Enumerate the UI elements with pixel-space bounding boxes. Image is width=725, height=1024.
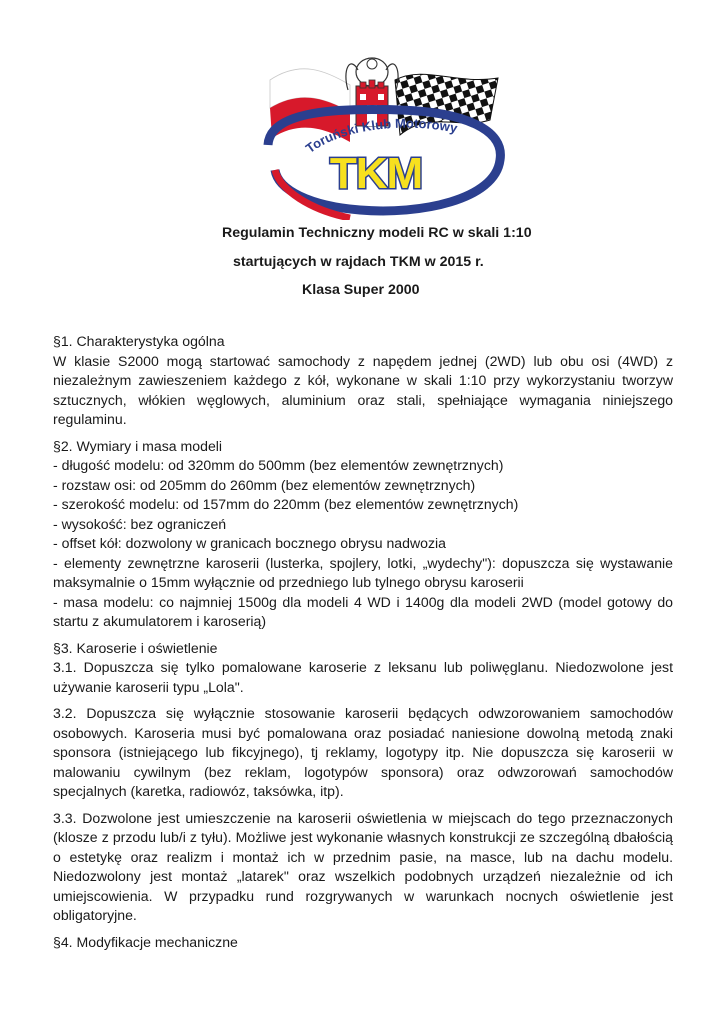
section-2-item: - szerokość modelu: od 157mm do 220mm (bez elementów zewnętrznych): [53, 496, 519, 512]
section-2-heading: §2. Wymiary i masa modeli: [53, 437, 223, 454]
section-3-3-text: 3.3. Dozwolone jest umieszczenie na karoserii oświetlenia w miejscach do tego przeznaczonych (klosze z przodu lub/i z tyłu). Możliwe jest wykonanie własnych konstrukcji ze szczególną dbałością o estetykę oraz realizm i montaż ich w przednim pasie, na masce, lub na dachu modelu. Niedozwolony jest montaż „latarek" oraz wszelkich podobnych urządzeń niezależnie od ich umiejscowienia. W przypadku rund rozgrywanych w warunkach nocnych oświetlenie jest obligatoryjne.: [53, 809, 673, 923]
title-line-1: Regulamin Techniczny modeli RC w skali 1:10: [222, 225, 532, 241]
document-body: [53, 332, 673, 952]
section-3-1-text: 3.1. Dopuszcza się tylko pomalowane karoserie z leksanu lub poliwęglanu. Niedozwolone jest używanie karoserii typu „Lola".: [53, 659, 673, 695]
section-4-heading: §4. Modyfikacje mechaniczne: [53, 933, 238, 950]
section-2-item: - elementy zewnętrzne karoserii (lusterka, spojlery, lotki, „wydechy"): dopuszcza się wystawanie maksymalnie o 15mm wyłącznie od przedniego lub tylnego obrysu karoserii: [53, 554, 673, 590]
club-acronym-text: TKM: [329, 149, 423, 198]
section-3-2-text: 3.2. Dopuszcza się wyłącznie stosowanie karoserii będących odwzorowaniem samochodów osobowych. Karoseria musi być pomalowana oraz posiadać naniesione dowolną metodą znaki sponsora (istniejącego lub fikcyjnego), tj reklamy, logotypy itp. Nie dopuszcza się karoserii w malowaniu cywilnym (bez reklam, logotypów sponsora) oraz odwzorowań samochodów specjalnych (karetka, radiowóz, taksówka, itp).: [53, 705, 673, 799]
section-2-item: - rozstaw osi: od 205mm do 260mm (bez elementów zewnętrznych): [53, 476, 476, 493]
section-3-heading: §3. Karoserie i oświetlenie: [53, 639, 218, 656]
section-2-item: - offset kół: dozwolony w granicach bocznego obrysu nadwozia: [53, 535, 447, 551]
section-2-item: - wysokość: bez ograniczeń: [53, 515, 227, 532]
title-line-3: Klasa Super 2000: [302, 282, 420, 298]
section-2-item: - masa modelu: co najmniej 1500g dla modeli 4 WD i 1400g dla modeli 2WD (model gotowy do startu z akumulatorem i karoserią): [53, 593, 673, 629]
section-2-item: - długość modelu: od 320mm do 500mm (bez elementów zewnętrznych): [53, 457, 504, 473]
coat-of-arms-icon: [346, 58, 398, 126]
club-logo: [250, 50, 510, 220]
section-1-heading: §1. Charakterystyka ogólna: [53, 333, 225, 349]
section-1-text: W klasie S2000 mogą startować samochody z napędem jednej (2WD) lub obu osi (4WD) z niezależnym zawieszeniem każdego z kół, wykonane w skali 1:10 przy wykorzystaniu tworzyw sztucznych, włókien węglowych, aluminium oraz stali, spełniające wymagania niniejszego regulaminu.: [53, 352, 673, 427]
club-name-text: Toruński Klub Motorowy: [302, 115, 459, 156]
title-line-2: startujących w rajdach TKM w 2015 r.: [233, 254, 484, 270]
